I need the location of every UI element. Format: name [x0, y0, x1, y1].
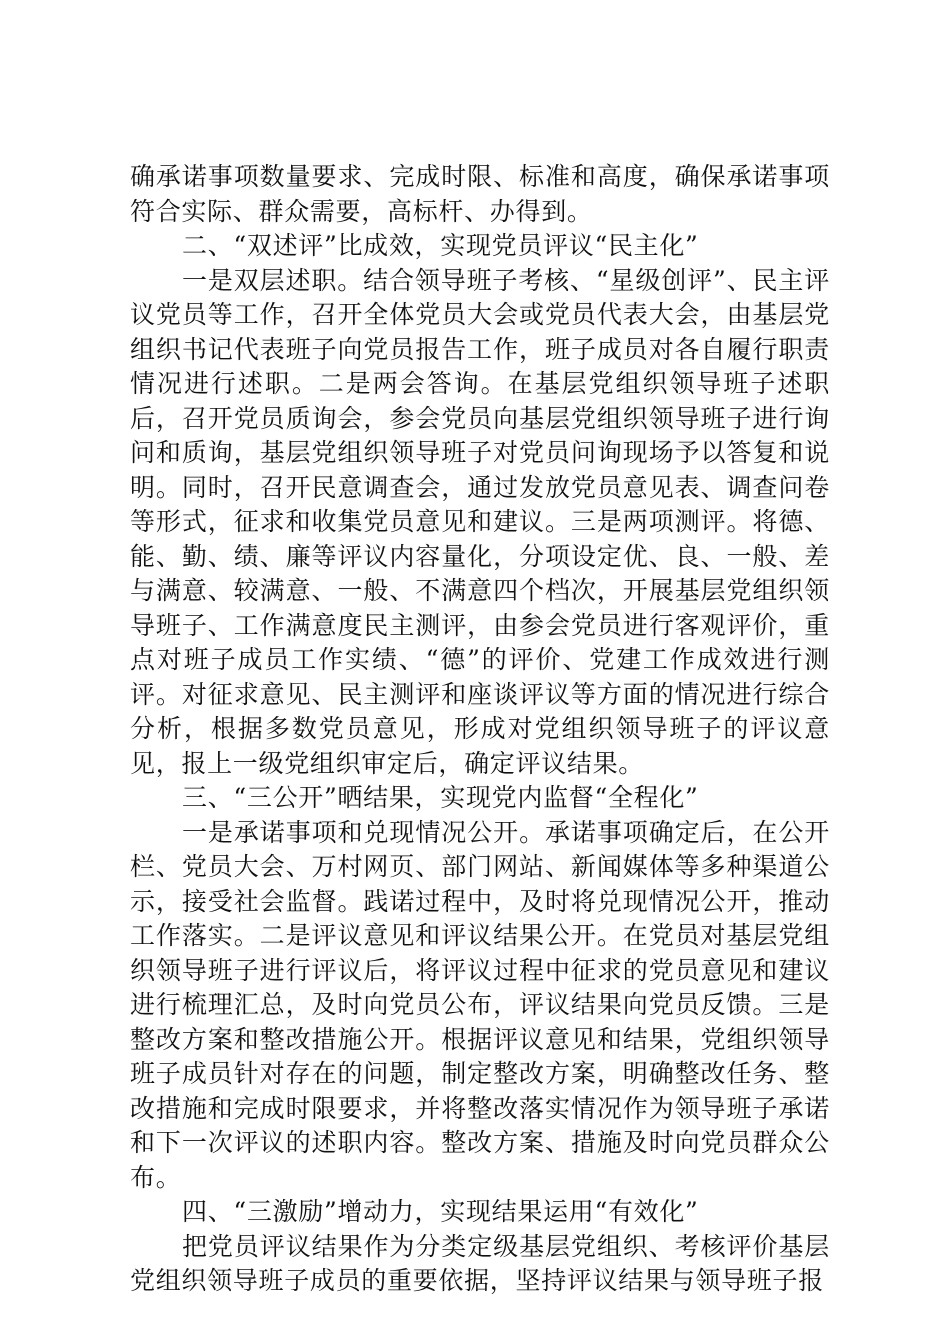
- paragraph-commitment-tail: 确承诺事项数量要求、完成时限、标准和高度，确保承诺事项符合实际、群众需要，高标杆、办得到。: [130, 162, 830, 226]
- document-page: [130, 160, 830, 1299]
- section-heading-3: 三、“三公开”晒结果，实现党内监督“全程化”: [182, 783, 699, 812]
- paragraph-section-4-body: 把党员评议结果作为分类定级基层党组织、考核评价基层党组织领导班子成员的重要依据，坚持评议结果与领导班子报: [130, 1231, 830, 1295]
- section-heading-2: 二、“双述评”比成效，实现党员评议“民主化”: [182, 231, 699, 260]
- paragraph-section-3-body: 一是承诺事项和兑现情况公开。承诺事项确定后，在公开栏、党员大会、万村网页、部门网站、新闻媒体等多种渠道公示，接受社会监督。践诺过程中，及时将兑现情况公开，推动工作落实。二是评议意见和评议结果公开。在党员对基层党组织领导班子进行评议后，将评议过程中征求的党员意见和建议进行梳理汇总，及时向党员公布，评议结果向党员反馈。三是整改方案和整改措施公开。根据评议意见和结果，党组织领导班子成员针对存在的问题，制定整改方案，明确整改任务、整改措施和完成时限要求，并将整改落实情况作为领导班子承诺和下一次评议的述职内容。整改方案、措施及时向党员群众公布。: [130, 817, 830, 1192]
- paragraph-section-2-body: 一是双层述职。结合领导班子考核、“星级创评”、民主评议党员等工作，召开全体党员大会或党员代表大会，由基层党组织书记代表班子向党员报告工作，班子成员对各自履行职责情况进行述职。二是两会答询。在基层党组织领导班子述职后，召开党员质询会，参会党员向基层党组织领导班子进行询问和质询，基层党组织领导班子对党员问询现场予以答复和说明。同时，召开民意调查会，通过发放党员意见表、调查问卷等形式，征求和收集党员意见和建议。三是两项测评。将德、能、勤、绩、廉等评议内容量化，分项设定优、良、一般、差与满意、较满意、一般、不满意四个档次，开展基层党组织领导班子、工作满意度民主测评，由参会党员进行客观评价，重点对班子成员工作实绩、“德”的评价、党建工作成效进行测评。对征求意见、民主测评和座谈评议等方面的情况进行综合分析，根据多数党员意见，形成对党组织领导班子的评议意见，报上一级党组织审定后，确定评议结果。: [130, 265, 830, 778]
- section-heading-4: 四、“三激励”增动力，实现结果运用“有效化”: [182, 1197, 699, 1226]
